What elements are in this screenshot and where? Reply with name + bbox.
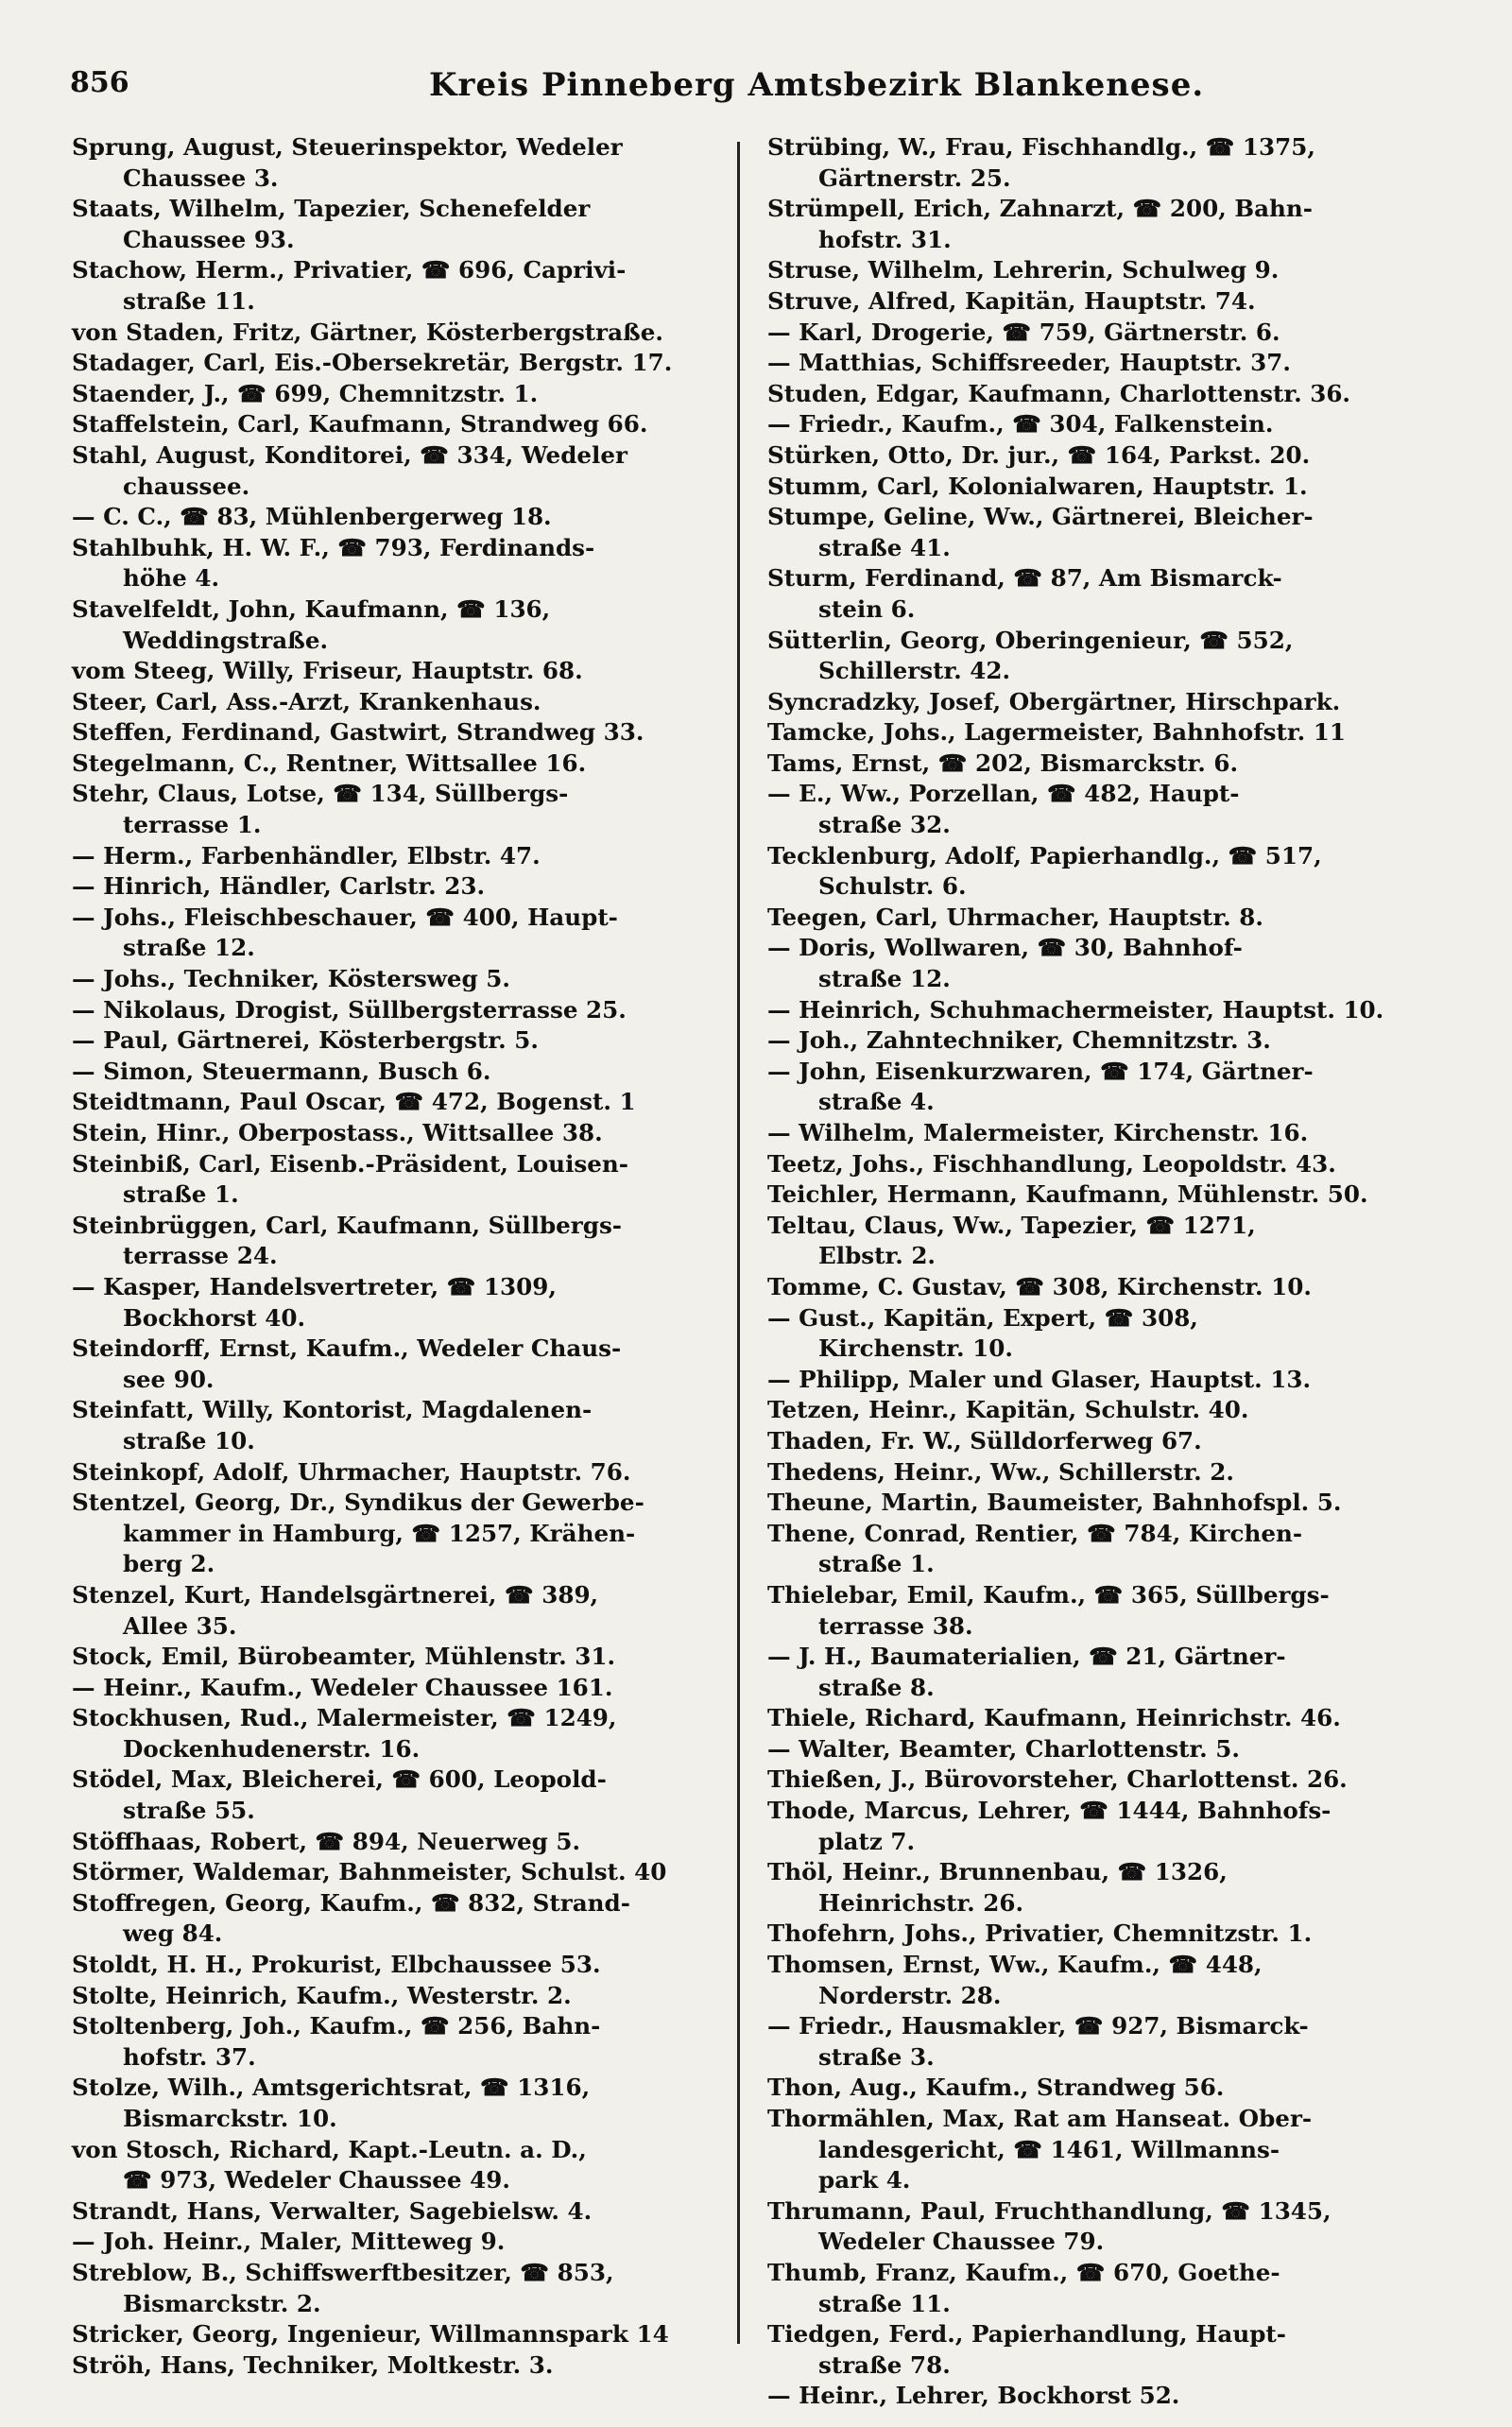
entry-line: Stoldt, H. H., Prokurist, Elbchaussee 53. bbox=[72, 1951, 601, 1979]
directory-entry bbox=[72, 871, 733, 903]
directory-entry bbox=[767, 2104, 1429, 2196]
entry-line: — Walter, Beamter, Charlottenstr. 5. bbox=[767, 1734, 1240, 1763]
directory-entry bbox=[767, 1149, 1429, 1180]
entry-line: — Philipp, Maler und Glaser, Hauptst. 13. bbox=[767, 1365, 1312, 1393]
directory-entry bbox=[767, 2319, 1429, 2381]
directory-entry bbox=[72, 656, 733, 687]
entry-continuation: straße 12. bbox=[818, 965, 951, 993]
directory-entry bbox=[72, 1149, 733, 1211]
directory-entry bbox=[767, 1179, 1429, 1211]
directory-entry bbox=[72, 903, 733, 964]
directory-entry bbox=[767, 779, 1429, 840]
entry-line: Teichler, Hermann, Kaufmann, Mühlenstr. 50. bbox=[767, 1180, 1368, 1209]
entry-line: — Doris, Wollwaren, ☎ 30, Bahnhof- bbox=[767, 934, 1243, 962]
entry-line: — Hinrich, Händler, Carlstr. 23. bbox=[72, 872, 486, 901]
entry-line: Stock, Emil, Bürobeamter, Mühlenstr. 31. bbox=[72, 1643, 616, 1671]
directory-entry bbox=[72, 1950, 733, 1981]
directory-entry bbox=[767, 1703, 1429, 1734]
entry-line: Thofehrn, Johs., Privatier, Chemnitzstr. 1. bbox=[767, 1919, 1313, 1948]
directory-entry bbox=[767, 1365, 1429, 1396]
entry-line: Theune, Martin, Baumeister, Bahnhofspl. 5. bbox=[767, 1489, 1342, 1517]
entry-continuation: straße 41. bbox=[818, 533, 951, 561]
directory-entry bbox=[72, 1673, 733, 1704]
entry-line: Thiele, Richard, Kaufmann, Heinrichstr. 46. bbox=[767, 1704, 1341, 1732]
directory-entry bbox=[767, 194, 1429, 255]
directory-entry bbox=[72, 1334, 733, 1395]
directory-entry bbox=[767, 440, 1429, 472]
entry-line: Stöffhaas, Robert, ☎ 894, Neuerweg 5. bbox=[72, 1827, 581, 1855]
directory-entry bbox=[72, 502, 733, 533]
entry-line: — Gust., Kapitän, Expert, ☎ 308, bbox=[767, 1303, 1198, 1332]
entry-line: Stockhusen, Rud., Malermeister, ☎ 1249, bbox=[72, 1704, 617, 1732]
entry-line: Ströh, Hans, Techniker, Moltkestr. 3. bbox=[72, 2350, 554, 2379]
entry-line: Steinbiß, Carl, Eisenb.-Präsident, Louisen- bbox=[72, 1149, 628, 1178]
directory-entry bbox=[72, 1087, 733, 1118]
entry-line: — Friedr., Kaufm., ☎ 304, Falkenstein. bbox=[767, 410, 1274, 439]
entry-line: — Heinrich, Schuhmachermeister, Hauptst. 10. bbox=[767, 995, 1384, 1024]
directory-entry bbox=[767, 1118, 1429, 1149]
left-column bbox=[72, 132, 733, 2381]
entry-line: Strandt, Hans, Verwalter, Sagebielsw. 4. bbox=[72, 2196, 593, 2225]
directory-entry bbox=[767, 2196, 1429, 2258]
entry-continuation: hofstr. 37. bbox=[123, 2042, 256, 2071]
entry-line: Strümpell, Erich, Zahnarzt, ☎ 200, Bahn- bbox=[767, 195, 1314, 223]
entry-line: Stahlbuhk, H. W. F., ☎ 793, Ferdinands- bbox=[72, 533, 595, 561]
entry-line: — Paul, Gärtnerei, Kösterbergstr. 5. bbox=[72, 1026, 539, 1055]
directory-entry bbox=[767, 717, 1429, 749]
directory-entry bbox=[72, 687, 733, 718]
entry-line: Tamcke, Johs., Lagermeister, Bahnhofstr. 11 bbox=[767, 718, 1346, 747]
directory-entry bbox=[767, 841, 1429, 903]
directory-entry bbox=[72, 1488, 733, 1580]
entry-line: Steffen, Ferdinand, Gastwirt, Strandweg 33. bbox=[72, 718, 644, 747]
directory-entry bbox=[767, 472, 1429, 503]
directory-entry bbox=[767, 1057, 1429, 1118]
entry-continuation: straße 3. bbox=[818, 2042, 935, 2071]
directory-entry bbox=[72, 2073, 733, 2134]
entry-line: Steer, Carl, Ass.-Arzt, Krankenhaus. bbox=[72, 687, 541, 715]
entry-continuation: terrasse 1. bbox=[123, 811, 262, 839]
entry-continuation: Schillerstr. 42. bbox=[818, 657, 1011, 685]
entry-line: Teltau, Claus, Ww., Tapezier, ☎ 1271, bbox=[767, 1211, 1256, 1239]
entry-line: Staats, Wilhelm, Tapezier, Schenefelder bbox=[72, 195, 591, 223]
entry-continuation: Kirchenstr. 10. bbox=[818, 1334, 1013, 1363]
directory-entry bbox=[767, 1395, 1429, 1426]
directory-entry bbox=[767, 1796, 1429, 1857]
entry-continuation: Weddingstraße. bbox=[123, 626, 329, 654]
directory-entry bbox=[72, 409, 733, 440]
entry-line: Steinbrüggen, Carl, Kaufmann, Süllbergs- bbox=[72, 1211, 623, 1239]
entry-continuation: berg 2. bbox=[123, 1550, 215, 1578]
entry-continuation: Gärtnerstr. 25. bbox=[818, 164, 1011, 192]
directory-entry bbox=[72, 379, 733, 410]
running-head: Kreis Pinneberg Amtsbezirk Blankenese. bbox=[429, 66, 1205, 104]
directory-entry bbox=[72, 594, 733, 656]
entry-line: Strübing, W., Frau, Fischhandlg., ☎ 1375, bbox=[767, 133, 1315, 161]
directory-entry bbox=[72, 2319, 733, 2350]
directory-entry bbox=[767, 1272, 1429, 1303]
directory-entry bbox=[767, 1734, 1429, 1765]
directory-entry bbox=[72, 348, 733, 379]
directory-entry bbox=[72, 1057, 733, 1088]
directory-entry bbox=[767, 995, 1429, 1026]
directory-entry bbox=[72, 2135, 733, 2196]
entry-continuation: kammer in Hamburg, ☎ 1257, Krähen- bbox=[123, 1519, 636, 1547]
entry-line: Stachow, Herm., Privatier, ☎ 696, Caprivi- bbox=[72, 256, 627, 284]
entry-continuation: Bockhorst 40. bbox=[123, 1303, 306, 1332]
entry-line: Stolte, Heinrich, Kaufm., Westerstr. 2. bbox=[72, 1981, 572, 2009]
directory-entry bbox=[767, 749, 1429, 780]
entry-line: Stehr, Claus, Lotse, ☎ 134, Süllbergs- bbox=[72, 780, 569, 808]
entry-line: Thormählen, Max, Rat am Hanseat. Ober- bbox=[767, 2105, 1313, 2132]
directory-entry bbox=[72, 2258, 733, 2319]
directory-entry bbox=[767, 286, 1429, 318]
directory-entry bbox=[72, 2350, 733, 2382]
entry-line: Stegelmann, C., Rentner, Wittsallee 16. bbox=[72, 749, 587, 777]
directory-entry bbox=[72, 1395, 733, 1456]
entry-continuation: Allee 35. bbox=[123, 1611, 237, 1640]
directory-entry bbox=[72, 1857, 733, 1888]
entry-line: — E., Ww., Porzellan, ☎ 482, Haupt- bbox=[767, 780, 1240, 808]
directory-entry bbox=[767, 1457, 1429, 1489]
page-header bbox=[70, 66, 1469, 113]
directory-entry bbox=[72, 1272, 733, 1334]
entry-line: — Heinr., Kaufm., Wedeler Chaussee 161. bbox=[72, 1673, 613, 1701]
entry-line: — Wilhelm, Malermeister, Kirchenstr. 16. bbox=[767, 1119, 1309, 1146]
entry-continuation: höhe 4. bbox=[123, 564, 220, 593]
directory-entry bbox=[767, 903, 1429, 934]
entry-line: Thode, Marcus, Lehrer, ☎ 1444, Bahnhofs- bbox=[767, 1797, 1332, 1825]
entry-line: Thedens, Heinr., Ww., Schillerstr. 2. bbox=[767, 1457, 1234, 1486]
entry-line: Studen, Edgar, Kaufmann, Charlottenstr. 36. bbox=[767, 379, 1350, 407]
entry-line: von Stosch, Richard, Kapt.-Leutn. a. D., bbox=[72, 2135, 587, 2163]
directory-entry bbox=[72, 717, 733, 749]
directory-entry bbox=[767, 1857, 1429, 1919]
entry-line: — Nikolaus, Drogist, Süllbergsterrasse 25. bbox=[72, 995, 627, 1024]
directory-entry bbox=[767, 409, 1429, 440]
entry-line: Steinkopf, Adolf, Uhrmacher, Hauptstr. 76. bbox=[72, 1457, 631, 1486]
directory-entry bbox=[72, 1764, 733, 1826]
right-column bbox=[767, 132, 1429, 2412]
entry-continuation: park 4. bbox=[818, 2166, 911, 2195]
entry-line: Stumm, Carl, Kolonialwaren, Hauptstr. 1. bbox=[767, 472, 1308, 500]
entry-line: — John, Eisenkurzwaren, ☎ 174, Gärtner- bbox=[767, 1057, 1314, 1085]
entry-continuation: see 90. bbox=[123, 1365, 215, 1393]
directory-entry bbox=[767, 1580, 1429, 1642]
directory-entry bbox=[72, 132, 733, 194]
directory-entry bbox=[767, 318, 1429, 349]
directory-entry bbox=[72, 1025, 733, 1057]
directory-entry bbox=[767, 502, 1429, 563]
entry-line: Thrumann, Paul, Fruchthandlung, ☎ 1345, bbox=[767, 2196, 1332, 2225]
entry-line: Teetz, Johs., Fischhandlung, Leopoldstr. 43. bbox=[767, 1149, 1336, 1178]
entry-continuation: straße 8. bbox=[818, 1673, 935, 1701]
entry-line: — Heinr., Lehrer, Bockhorst 52. bbox=[767, 2382, 1180, 2410]
directory-entry bbox=[767, 379, 1429, 410]
directory-entry bbox=[72, 440, 733, 502]
entry-continuation: stein 6. bbox=[818, 594, 916, 623]
directory-entry bbox=[767, 1025, 1429, 1057]
entry-line: — Matthias, Schiffsreeder, Hauptstr. 37. bbox=[767, 349, 1291, 377]
entry-continuation: ☎ 973, Wedeler Chaussee 49. bbox=[123, 2166, 510, 2195]
directory-entry bbox=[72, 318, 733, 349]
directory-entry bbox=[72, 841, 733, 872]
entry-line: Steinfatt, Willy, Kontorist, Magdalenen- bbox=[72, 1396, 593, 1424]
entry-continuation: Elbstr. 2. bbox=[818, 1242, 936, 1270]
entry-line: Tams, Ernst, ☎ 202, Bismarckstr. 6. bbox=[767, 749, 1239, 777]
directory-entry bbox=[767, 132, 1429, 194]
entry-continuation: Schulstr. 6. bbox=[818, 872, 967, 901]
entry-continuation: straße 11. bbox=[123, 286, 255, 315]
directory-entry bbox=[767, 1303, 1429, 1365]
column-divider bbox=[737, 142, 740, 2344]
directory-entry bbox=[72, 749, 733, 780]
directory-entry bbox=[767, 2073, 1429, 2104]
entry-continuation: straße 10. bbox=[123, 1426, 255, 1454]
entry-line: Thomsen, Ernst, Ww., Kaufm., ☎ 448, bbox=[767, 1951, 1263, 1979]
entry-line: Syncradzky, Josef, Obergärtner, Hirschpark. bbox=[767, 687, 1341, 715]
directory-entry bbox=[767, 348, 1429, 379]
entry-line: Thene, Conrad, Rentier, ☎ 784, Kirchen- bbox=[767, 1519, 1303, 1547]
entry-line: von Staden, Fritz, Gärtner, Kösterbergstraße. bbox=[72, 318, 663, 346]
directory-entry bbox=[767, 1919, 1429, 1950]
entry-continuation: straße 1. bbox=[818, 1550, 935, 1578]
entry-line: Stumpe, Geline, Ww., Gärtnerei, Bleicher- bbox=[767, 503, 1314, 531]
entry-line: — Simon, Steuermann, Busch 6. bbox=[72, 1057, 491, 1085]
directory-entry bbox=[767, 1764, 1429, 1796]
entry-line: Thöl, Heinr., Brunnenbau, ☎ 1326, bbox=[767, 1858, 1228, 1886]
directory-entry bbox=[72, 1888, 733, 1950]
entry-line: — J. H., Baumaterialien, ☎ 21, Gärtner- bbox=[767, 1643, 1286, 1671]
directory-entry bbox=[72, 1118, 733, 1149]
entry-continuation: straße 78. bbox=[818, 2350, 951, 2379]
entry-line: Thielebar, Emil, Kaufm., ☎ 365, Süllbergs- bbox=[767, 1580, 1330, 1609]
directory-entry bbox=[72, 2227, 733, 2258]
entry-continuation: Dockenhudenerstr. 16. bbox=[123, 1734, 421, 1763]
entry-line: Stahl, August, Konditorei, ☎ 334, Wedeler bbox=[72, 440, 627, 469]
directory-entry bbox=[767, 1642, 1429, 1703]
directory-entry bbox=[72, 1211, 733, 1272]
directory-entry bbox=[72, 2196, 733, 2228]
directory-entry bbox=[72, 1827, 733, 1858]
directory-entry bbox=[767, 2258, 1429, 2319]
entry-line: Stricker, Georg, Ingenieur, Willmannspark 14 bbox=[72, 2320, 669, 2349]
entry-line: Stentzel, Georg, Dr., Syndikus der Gewerbe- bbox=[72, 1489, 644, 1517]
directory-entry bbox=[767, 1950, 1429, 2011]
entry-line: Störmer, Waldemar, Bahnmeister, Schulst. 40 bbox=[72, 1858, 667, 1886]
entry-continuation: straße 1. bbox=[123, 1180, 239, 1209]
directory-entry bbox=[767, 1426, 1429, 1457]
directory-entry bbox=[767, 563, 1429, 625]
entry-line: Sturm, Ferdinand, ☎ 87, Am Bismarck- bbox=[767, 564, 1282, 593]
directory-entry bbox=[767, 687, 1429, 718]
entry-line: — Johs., Techniker, Köstersweg 5. bbox=[72, 965, 510, 993]
entry-continuation: platz 7. bbox=[818, 1827, 916, 1855]
entry-continuation: straße 11. bbox=[818, 2289, 951, 2317]
directory-entry bbox=[72, 1642, 733, 1673]
entry-continuation: landesgericht, ☎ 1461, Willmanns- bbox=[818, 2135, 1280, 2163]
entry-line: Staender, J., ☎ 699, Chemnitzstr. 1. bbox=[72, 379, 539, 407]
entry-continuation: Chaussee 93. bbox=[123, 225, 295, 253]
entry-line: Tiedgen, Ferd., Papierhandlung, Haupt- bbox=[767, 2320, 1286, 2349]
entry-line: Tomme, C. Gustav, ☎ 308, Kirchenstr. 10. bbox=[767, 1272, 1312, 1300]
directory-entry bbox=[767, 933, 1429, 994]
directory-entry bbox=[72, 1703, 733, 1764]
entry-continuation: straße 12. bbox=[123, 934, 255, 962]
entry-line: Thumb, Franz, Kaufm., ☎ 670, Goethe- bbox=[767, 2258, 1280, 2286]
directory-entry bbox=[767, 1519, 1429, 1580]
directory-entry bbox=[767, 2011, 1429, 2073]
entry-line: Stadager, Carl, Eis.-Obersekretär, Bergstr. 17. bbox=[72, 349, 673, 377]
entry-continuation: Bismarckstr. 10. bbox=[123, 2105, 337, 2132]
entry-line: Thaden, Fr. W., Sülldorferweg 67. bbox=[767, 1426, 1202, 1454]
entry-line: vom Steeg, Willy, Friseur, Hauptstr. 68. bbox=[72, 657, 583, 685]
entry-line: Struve, Alfred, Kapitän, Hauptstr. 74. bbox=[767, 286, 1256, 315]
entry-line: — Friedr., Hausmakler, ☎ 927, Bismarck- bbox=[767, 2012, 1309, 2040]
directory-entry bbox=[767, 255, 1429, 286]
entry-line: Stein, Hinr., Oberpostass., Wittsallee 38. bbox=[72, 1119, 603, 1146]
directory-entry bbox=[72, 1981, 733, 2012]
entry-line: Stenzel, Kurt, Handelsgärtnerei, ☎ 389, bbox=[72, 1580, 599, 1609]
entry-line: Stolze, Wilh., Amtsgerichtsrat, ☎ 1316, bbox=[72, 2074, 591, 2102]
directory-entry bbox=[72, 1580, 733, 1642]
entry-line: Tetzen, Heinr., Kapitän, Schulstr. 40. bbox=[767, 1396, 1249, 1424]
entry-line: Steidtmann, Paul Oscar, ☎ 472, Bogenst. 1 bbox=[72, 1088, 636, 1116]
entry-line: Stoffregen, Georg, Kaufm., ☎ 832, Strand- bbox=[72, 1888, 630, 1917]
entry-continuation: straße 4. bbox=[818, 1088, 935, 1116]
entry-continuation: terrasse 24. bbox=[123, 1242, 278, 1270]
entry-continuation: Chaussee 3. bbox=[123, 164, 279, 192]
entry-line: — Herm., Farbenhändler, Elbstr. 47. bbox=[72, 841, 541, 869]
entry-line: — Joh., Zahntechniker, Chemnitzstr. 3. bbox=[767, 1026, 1271, 1055]
directory-entry bbox=[72, 964, 733, 995]
entry-continuation: weg 84. bbox=[123, 1919, 223, 1948]
directory-entry bbox=[72, 2011, 733, 2073]
entry-line: Steindorff, Ernst, Kaufm., Wedeler Chaus- bbox=[72, 1334, 622, 1363]
directory-entry bbox=[72, 255, 733, 317]
entry-line: Sprung, August, Steuerinspektor, Wedeler bbox=[72, 133, 623, 161]
directory-entry bbox=[72, 779, 733, 840]
entry-line: Tecklenburg, Adolf, Papierhandlg., ☎ 517, bbox=[767, 841, 1322, 869]
entry-continuation: Heinrichstr. 26. bbox=[818, 1888, 1024, 1917]
directory-entry bbox=[72, 194, 733, 255]
entry-line: — Joh. Heinr., Maler, Mitteweg 9. bbox=[72, 2228, 506, 2256]
entry-continuation: straße 55. bbox=[123, 1797, 255, 1825]
directory-entry bbox=[767, 1211, 1429, 1272]
entry-line: Staffelstein, Carl, Kaufmann, Strandweg 66. bbox=[72, 410, 648, 439]
entry-line: — Johs., Fleischbeschauer, ☎ 400, Haupt- bbox=[72, 903, 618, 931]
entry-continuation: terrasse 38. bbox=[818, 1611, 973, 1640]
entry-line: Stoltenberg, Joh., Kaufm., ☎ 256, Bahn- bbox=[72, 2012, 601, 2040]
directory-entry bbox=[72, 533, 733, 594]
entry-line: Thon, Aug., Kaufm., Strandweg 56. bbox=[767, 2074, 1225, 2102]
entry-line: Thießen, J., Bürovorsteher, Charlottenst. 26. bbox=[767, 1765, 1348, 1794]
entry-line: — Kasper, Handelsvertreter, ☎ 1309, bbox=[72, 1272, 557, 1300]
entry-line: Struse, Wilhelm, Lehrerin, Schulweg 9. bbox=[767, 256, 1280, 284]
entry-continuation: Norderstr. 28. bbox=[818, 1981, 1002, 2009]
entry-line: — Karl, Drogerie, ☎ 759, Gärtnerstr. 6. bbox=[767, 318, 1280, 346]
entry-line: Stürken, Otto, Dr. jur., ☎ 164, Parkst. 20. bbox=[767, 440, 1311, 469]
directory-entry bbox=[767, 626, 1429, 687]
directory-entry bbox=[767, 1488, 1429, 1519]
entry-continuation: Wedeler Chaussee 79. bbox=[818, 2228, 1105, 2256]
entry-continuation: straße 32. bbox=[818, 811, 951, 839]
entry-line: — C. C., ☎ 83, Mühlenbergerweg 18. bbox=[72, 503, 552, 531]
entry-line: Stödel, Max, Bleicherei, ☎ 600, Leopold- bbox=[72, 1765, 607, 1794]
entry-line: Sütterlin, Georg, Oberingenieur, ☎ 552, bbox=[767, 626, 1294, 654]
entry-continuation: hofstr. 31. bbox=[818, 225, 952, 253]
entry-continuation: Bismarckstr. 2. bbox=[123, 2289, 321, 2317]
page-number: 856 bbox=[70, 66, 129, 99]
entry-line: Teegen, Carl, Uhrmacher, Hauptstr. 8. bbox=[767, 903, 1263, 931]
directory-entry bbox=[72, 995, 733, 1026]
directory-entry bbox=[72, 1457, 733, 1489]
directory-entry bbox=[767, 2381, 1429, 2412]
entry-line: Streblow, B., Schiffswerftbesitzer, ☎ 853, bbox=[72, 2258, 614, 2286]
entry-line: Stavelfeldt, John, Kaufmann, ☎ 136, bbox=[72, 594, 551, 623]
entry-continuation: chaussee. bbox=[123, 472, 250, 500]
